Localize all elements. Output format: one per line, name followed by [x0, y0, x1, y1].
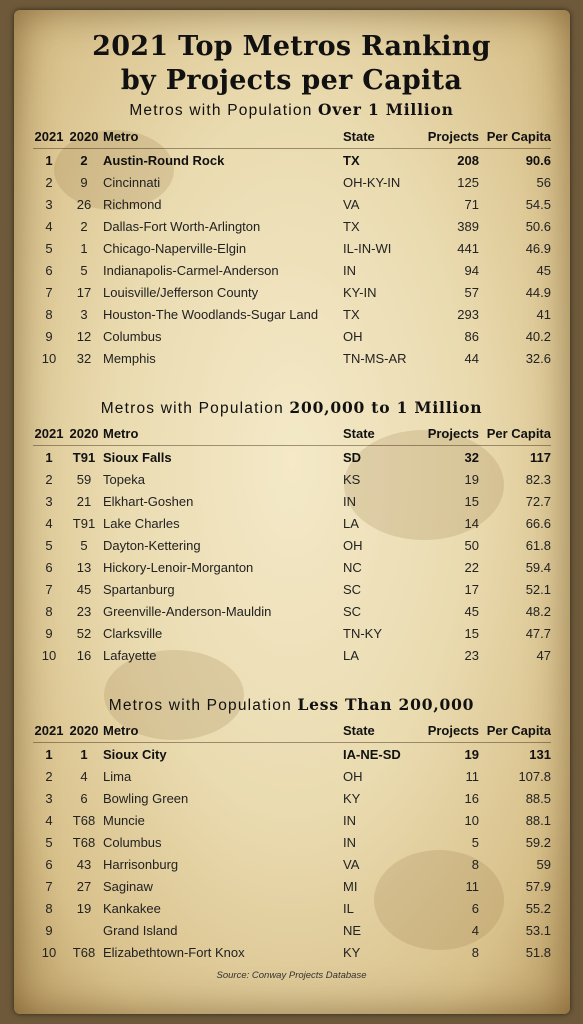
- section-title-emphasis: 200,000 to 1 Million: [289, 398, 483, 417]
- cell-metro: Lake Charles: [103, 515, 180, 531]
- cell-projects: 50: [464, 537, 479, 553]
- table-row: [33, 787, 551, 809]
- cell-rank-2020: 5: [80, 262, 88, 278]
- header-state: State: [343, 421, 419, 446]
- cell-per-capita: 107.8: [518, 768, 551, 784]
- cell-state: OH: [343, 328, 363, 344]
- cell-projects: 6: [471, 900, 479, 916]
- cell-metro: Spartanburg: [103, 581, 175, 597]
- cell-projects: 22: [464, 559, 479, 575]
- cell-projects: 4: [471, 922, 479, 938]
- cell-metro: Dayton-Kettering: [103, 537, 201, 553]
- header-rank-2020: 2020: [65, 421, 103, 446]
- table-row: [33, 193, 551, 215]
- cell-state: LA: [343, 515, 359, 531]
- table-row: [33, 237, 551, 259]
- cell-rank-2021: 6: [45, 262, 53, 278]
- cell-rank-2021: 7: [45, 581, 53, 597]
- cell-state: TX: [343, 306, 360, 322]
- table-row: [33, 281, 551, 303]
- table-row: [33, 303, 551, 325]
- ranking-table-large-metros: [33, 124, 551, 369]
- cell-per-capita: 131: [529, 746, 551, 762]
- cell-state: KY: [343, 790, 361, 806]
- cell-metro: Saginaw: [103, 878, 153, 894]
- cell-projects: 208: [457, 152, 479, 168]
- cell-projects: 11: [465, 878, 479, 894]
- cell-metro: Sioux Falls: [103, 449, 172, 465]
- cell-metro: Topeka: [103, 471, 145, 487]
- cell-rank-2020: 2: [80, 218, 88, 234]
- section-title-prefix: Metros with Population: [129, 102, 319, 119]
- cell-rank-2020: T91: [72, 449, 96, 465]
- cell-per-capita: 32.6: [525, 350, 551, 366]
- cell-rank-2020: [65, 919, 103, 941]
- cell-state: SC: [343, 603, 362, 619]
- cell-per-capita: 44.9: [525, 284, 551, 300]
- cell-rank-2021: 6: [45, 559, 53, 575]
- cell-state: TN-KY: [343, 625, 382, 641]
- cell-state: OH-KY-IN: [343, 174, 401, 190]
- cell-metro: Chicago-Naperville-Elgin: [103, 240, 247, 256]
- cell-projects: 71: [464, 196, 479, 212]
- table-header-row: [33, 718, 551, 743]
- cell-projects: 86: [464, 328, 479, 344]
- cell-projects: 10: [464, 812, 479, 828]
- cell-metro: Indianapolis-Carmel-Anderson: [103, 262, 279, 278]
- cell-rank-2021: 3: [45, 790, 53, 806]
- cell-per-capita: 90.6: [525, 152, 551, 168]
- cell-projects: 5: [471, 834, 479, 850]
- cell-rank-2021: 3: [45, 493, 53, 509]
- cell-state: TX: [343, 218, 360, 234]
- cell-metro: Columbus: [103, 834, 162, 850]
- cell-per-capita: 59: [536, 856, 551, 872]
- cell-metro: Lafayette: [103, 647, 157, 663]
- cell-rank-2020: 9: [80, 174, 88, 190]
- header-per-capita: Per Capita: [479, 718, 551, 743]
- cell-rank-2020: 52: [76, 625, 92, 641]
- cell-metro: Grand Island: [103, 922, 178, 938]
- cell-rank-2020: T68: [72, 812, 96, 828]
- cell-state: NE: [343, 922, 362, 938]
- cell-metro: Clarksville: [103, 625, 163, 641]
- cell-projects: 57: [464, 284, 479, 300]
- cell-rank-2021: 5: [45, 537, 53, 553]
- table-row: [33, 512, 551, 534]
- cell-rank-2020: 3: [80, 306, 88, 322]
- cell-state: TN-MS-AR: [343, 350, 407, 366]
- table-row: [33, 578, 551, 600]
- cell-rank-2021: 2: [45, 471, 53, 487]
- cell-projects: 293: [457, 306, 479, 322]
- cell-projects: 19: [464, 746, 479, 762]
- section-title-prefix: Metros with Population: [100, 400, 290, 417]
- header-projects: Projects: [419, 124, 479, 149]
- table-row: [33, 831, 551, 853]
- cell-projects: 16: [464, 790, 479, 806]
- table-row: [33, 765, 551, 787]
- cell-rank-2021: 6: [45, 856, 53, 872]
- cell-metro: Memphis: [103, 350, 156, 366]
- cell-per-capita: 46.9: [525, 240, 551, 256]
- cell-projects: 14: [464, 515, 479, 531]
- cell-rank-2020: 16: [76, 647, 92, 663]
- cell-rank-2021: 7: [45, 878, 53, 894]
- cell-state: VA: [343, 196, 360, 212]
- cell-state: MI: [343, 878, 358, 894]
- table-row: [33, 215, 551, 237]
- cell-state: LA: [343, 647, 359, 663]
- cell-rank-2021: 8: [45, 306, 53, 322]
- cell-metro: Cincinnati: [103, 174, 161, 190]
- table-row: [33, 446, 551, 469]
- header-metro: Metro: [103, 718, 343, 743]
- table-row: [33, 556, 551, 578]
- table-row: [33, 875, 551, 897]
- cell-per-capita: 56: [536, 174, 551, 190]
- section-title-prefix: Metros with Population: [108, 697, 298, 714]
- cell-rank-2021: 2: [45, 174, 53, 190]
- cell-state: IL: [343, 900, 354, 916]
- cell-projects: 11: [465, 768, 479, 784]
- cell-rank-2021: 2: [45, 768, 53, 784]
- cell-rank-2021: 1: [45, 746, 53, 762]
- cell-per-capita: 53.1: [525, 922, 551, 938]
- table-row: [33, 600, 551, 622]
- cell-state: TX: [343, 152, 360, 168]
- ranking-table-mid-metros: [33, 421, 551, 666]
- header-rank-2020: 2020: [65, 718, 103, 743]
- cell-rank-2021: 3: [45, 196, 53, 212]
- cell-rank-2020: 23: [76, 603, 92, 619]
- cell-rank-2020: 32: [76, 350, 92, 366]
- cell-rank-2020: T68: [72, 834, 96, 850]
- table-row: [33, 644, 551, 666]
- table-row: [33, 171, 551, 193]
- cell-metro: Kankakee: [103, 900, 161, 916]
- cell-rank-2021: 10: [41, 647, 57, 663]
- table-row: [33, 919, 551, 941]
- cell-per-capita: 47.7: [525, 625, 551, 641]
- cell-rank-2021: 10: [41, 350, 57, 366]
- table-row: [33, 743, 551, 766]
- cell-per-capita: 117: [530, 449, 551, 465]
- cell-per-capita: 54.5: [525, 196, 551, 212]
- cell-per-capita: 47: [536, 647, 551, 663]
- cell-rank-2020: 26: [76, 196, 92, 212]
- cell-projects: 32: [464, 449, 479, 465]
- section-title-small-metros: [0, 695, 583, 715]
- section-title-emphasis: Less Than 200,000: [297, 695, 475, 714]
- cell-per-capita: 51.8: [525, 944, 551, 960]
- cell-state: IN: [343, 262, 356, 278]
- cell-rank-2020: 19: [76, 900, 92, 916]
- table-row: [33, 534, 551, 556]
- cell-per-capita: 41: [536, 306, 551, 322]
- cell-rank-2020: 2: [80, 152, 88, 168]
- cell-per-capita: 45: [536, 262, 551, 278]
- cell-metro: Houston-The Woodlands-Sugar Land: [103, 306, 319, 322]
- cell-rank-2020: 6: [80, 790, 88, 806]
- cell-per-capita: 50.6: [525, 218, 551, 234]
- cell-rank-2021: 1: [45, 449, 53, 465]
- cell-metro: Harrisonburg: [103, 856, 179, 872]
- cell-rank-2020: 45: [76, 581, 92, 597]
- table-row: [33, 325, 551, 347]
- cell-metro: Hickory-Lenoir-Morganton: [103, 559, 254, 575]
- cell-state: IN: [343, 834, 356, 850]
- cell-rank-2021: 5: [45, 834, 53, 850]
- page-title-line-1: 2021 Top Metros Ranking: [92, 31, 491, 62]
- cell-projects: 44: [464, 350, 479, 366]
- cell-rank-2020: 59: [76, 471, 92, 487]
- table-row: [33, 853, 551, 875]
- cell-per-capita: 52.1: [525, 581, 551, 597]
- table-header-row: [33, 124, 551, 149]
- cell-per-capita: 88.1: [525, 812, 551, 828]
- cell-projects: 45: [464, 603, 479, 619]
- cell-projects: 8: [471, 856, 479, 872]
- cell-rank-2021: 10: [41, 944, 57, 960]
- cell-rank-2020: 27: [76, 878, 92, 894]
- table-row: [33, 809, 551, 831]
- header-per-capita: Per Capita: [479, 124, 551, 149]
- cell-rank-2021: 4: [45, 812, 53, 828]
- cell-metro: Elizabethtown-Fort Knox: [103, 944, 245, 960]
- cell-rank-2020: 1: [80, 240, 88, 256]
- cell-rank-2020: 4: [80, 768, 88, 784]
- cell-state: IN: [343, 493, 356, 509]
- cell-per-capita: 59.4: [525, 559, 551, 575]
- header-rank-2021: 2021: [33, 421, 65, 446]
- cell-rank-2021: 9: [45, 328, 53, 344]
- table-row: [33, 622, 551, 644]
- cell-rank-2020: 17: [76, 284, 92, 300]
- table-row: [33, 347, 551, 369]
- cell-state: KS: [343, 471, 361, 487]
- cell-state: OH: [343, 537, 363, 553]
- header-state: State: [343, 124, 419, 149]
- cell-metro: Richmond: [103, 196, 162, 212]
- cell-state: NC: [343, 559, 362, 575]
- cell-per-capita: 61.8: [525, 537, 551, 553]
- header-rank-2021: 2021: [33, 124, 65, 149]
- cell-projects: 125: [457, 174, 479, 190]
- cell-rank-2020: 13: [76, 559, 92, 575]
- table-header-row: [33, 421, 551, 446]
- cell-rank-2020: 43: [76, 856, 92, 872]
- cell-rank-2021: 8: [45, 900, 53, 916]
- header-per-capita: Per Capita: [479, 421, 551, 446]
- cell-metro: Louisville/Jefferson County: [103, 284, 259, 300]
- header-metro: Metro: [103, 421, 343, 446]
- cell-rank-2021: 9: [45, 625, 53, 641]
- cell-state: KY-IN: [343, 284, 377, 300]
- cell-projects: 94: [464, 262, 479, 278]
- table-row: [33, 490, 551, 512]
- cell-per-capita: 57.9: [525, 878, 551, 894]
- cell-metro: Austin-Round Rock: [103, 152, 225, 168]
- cell-state: OH: [343, 768, 363, 784]
- page-title-line-2: by Projects per Capita: [120, 65, 463, 96]
- cell-rank-2021: 4: [45, 515, 53, 531]
- cell-state: IL-IN-WI: [343, 240, 392, 256]
- cell-projects: 17: [464, 581, 479, 597]
- table-row: [33, 941, 551, 963]
- cell-per-capita: 66.6: [525, 515, 551, 531]
- cell-rank-2020: 5: [80, 537, 88, 553]
- cell-rank-2020: 12: [76, 328, 92, 344]
- cell-metro: Sioux City: [103, 746, 167, 762]
- cell-per-capita: 88.5: [525, 790, 551, 806]
- cell-state: IN: [343, 812, 356, 828]
- header-state: State: [343, 718, 419, 743]
- cell-rank-2020: T68: [72, 944, 96, 960]
- table-row: [33, 468, 551, 490]
- cell-projects: 23: [464, 647, 479, 663]
- cell-rank-2021: 1: [45, 152, 53, 168]
- source-note: Source: Conway Projects Database: [216, 970, 367, 981]
- cell-rank-2021: 5: [45, 240, 53, 256]
- header-projects: Projects: [419, 718, 479, 743]
- cell-rank-2021: 9: [45, 922, 53, 938]
- cell-projects: 19: [464, 471, 479, 487]
- cell-per-capita: 55.2: [525, 900, 551, 916]
- cell-rank-2020: 1: [80, 746, 88, 762]
- cell-rank-2021: 4: [45, 218, 53, 234]
- cell-per-capita: 48.2: [525, 603, 551, 619]
- cell-state: SC: [343, 581, 362, 597]
- cell-projects: 15: [464, 625, 479, 641]
- cell-per-capita: 82.3: [525, 471, 551, 487]
- table-row: [33, 149, 551, 172]
- cell-state: VA: [343, 856, 360, 872]
- cell-rank-2021: 7: [45, 284, 53, 300]
- cell-projects: 8: [471, 944, 479, 960]
- cell-metro: Columbus: [103, 328, 162, 344]
- cell-rank-2020: 21: [76, 493, 92, 509]
- cell-projects: 441: [457, 240, 479, 256]
- cell-metro: Dallas-Fort Worth-Arlington: [103, 218, 261, 234]
- header-metro: Metro: [103, 124, 343, 149]
- cell-state: SD: [343, 449, 362, 465]
- cell-projects: 389: [457, 218, 479, 234]
- table-row: [33, 897, 551, 919]
- header-rank-2020: 2020: [65, 124, 103, 149]
- section-title-large-metros: [0, 100, 583, 120]
- cell-state: KY: [343, 944, 361, 960]
- cell-metro: Greenville-Anderson-Mauldin: [103, 603, 272, 619]
- cell-projects: 15: [464, 493, 479, 509]
- header-rank-2021: 2021: [33, 718, 65, 743]
- cell-metro: Bowling Green: [103, 790, 189, 806]
- section-title-emphasis: Over 1 Million: [318, 100, 454, 119]
- cell-rank-2020: T91: [72, 515, 96, 531]
- cell-metro: Lima: [103, 768, 132, 784]
- section-title-mid-metros: [0, 398, 583, 418]
- table-row: [33, 259, 551, 281]
- cell-state: IA-NE-SD: [343, 746, 401, 762]
- header-projects: Projects: [419, 421, 479, 446]
- cell-per-capita: 72.7: [525, 493, 551, 509]
- cell-rank-2021: 8: [45, 603, 53, 619]
- ranking-table-small-metros: [33, 718, 551, 963]
- cell-per-capita: 40.2: [525, 328, 551, 344]
- cell-metro: Elkhart-Goshen: [103, 493, 194, 509]
- cell-metro: Muncie: [103, 812, 145, 828]
- cell-per-capita: 59.2: [525, 834, 551, 850]
